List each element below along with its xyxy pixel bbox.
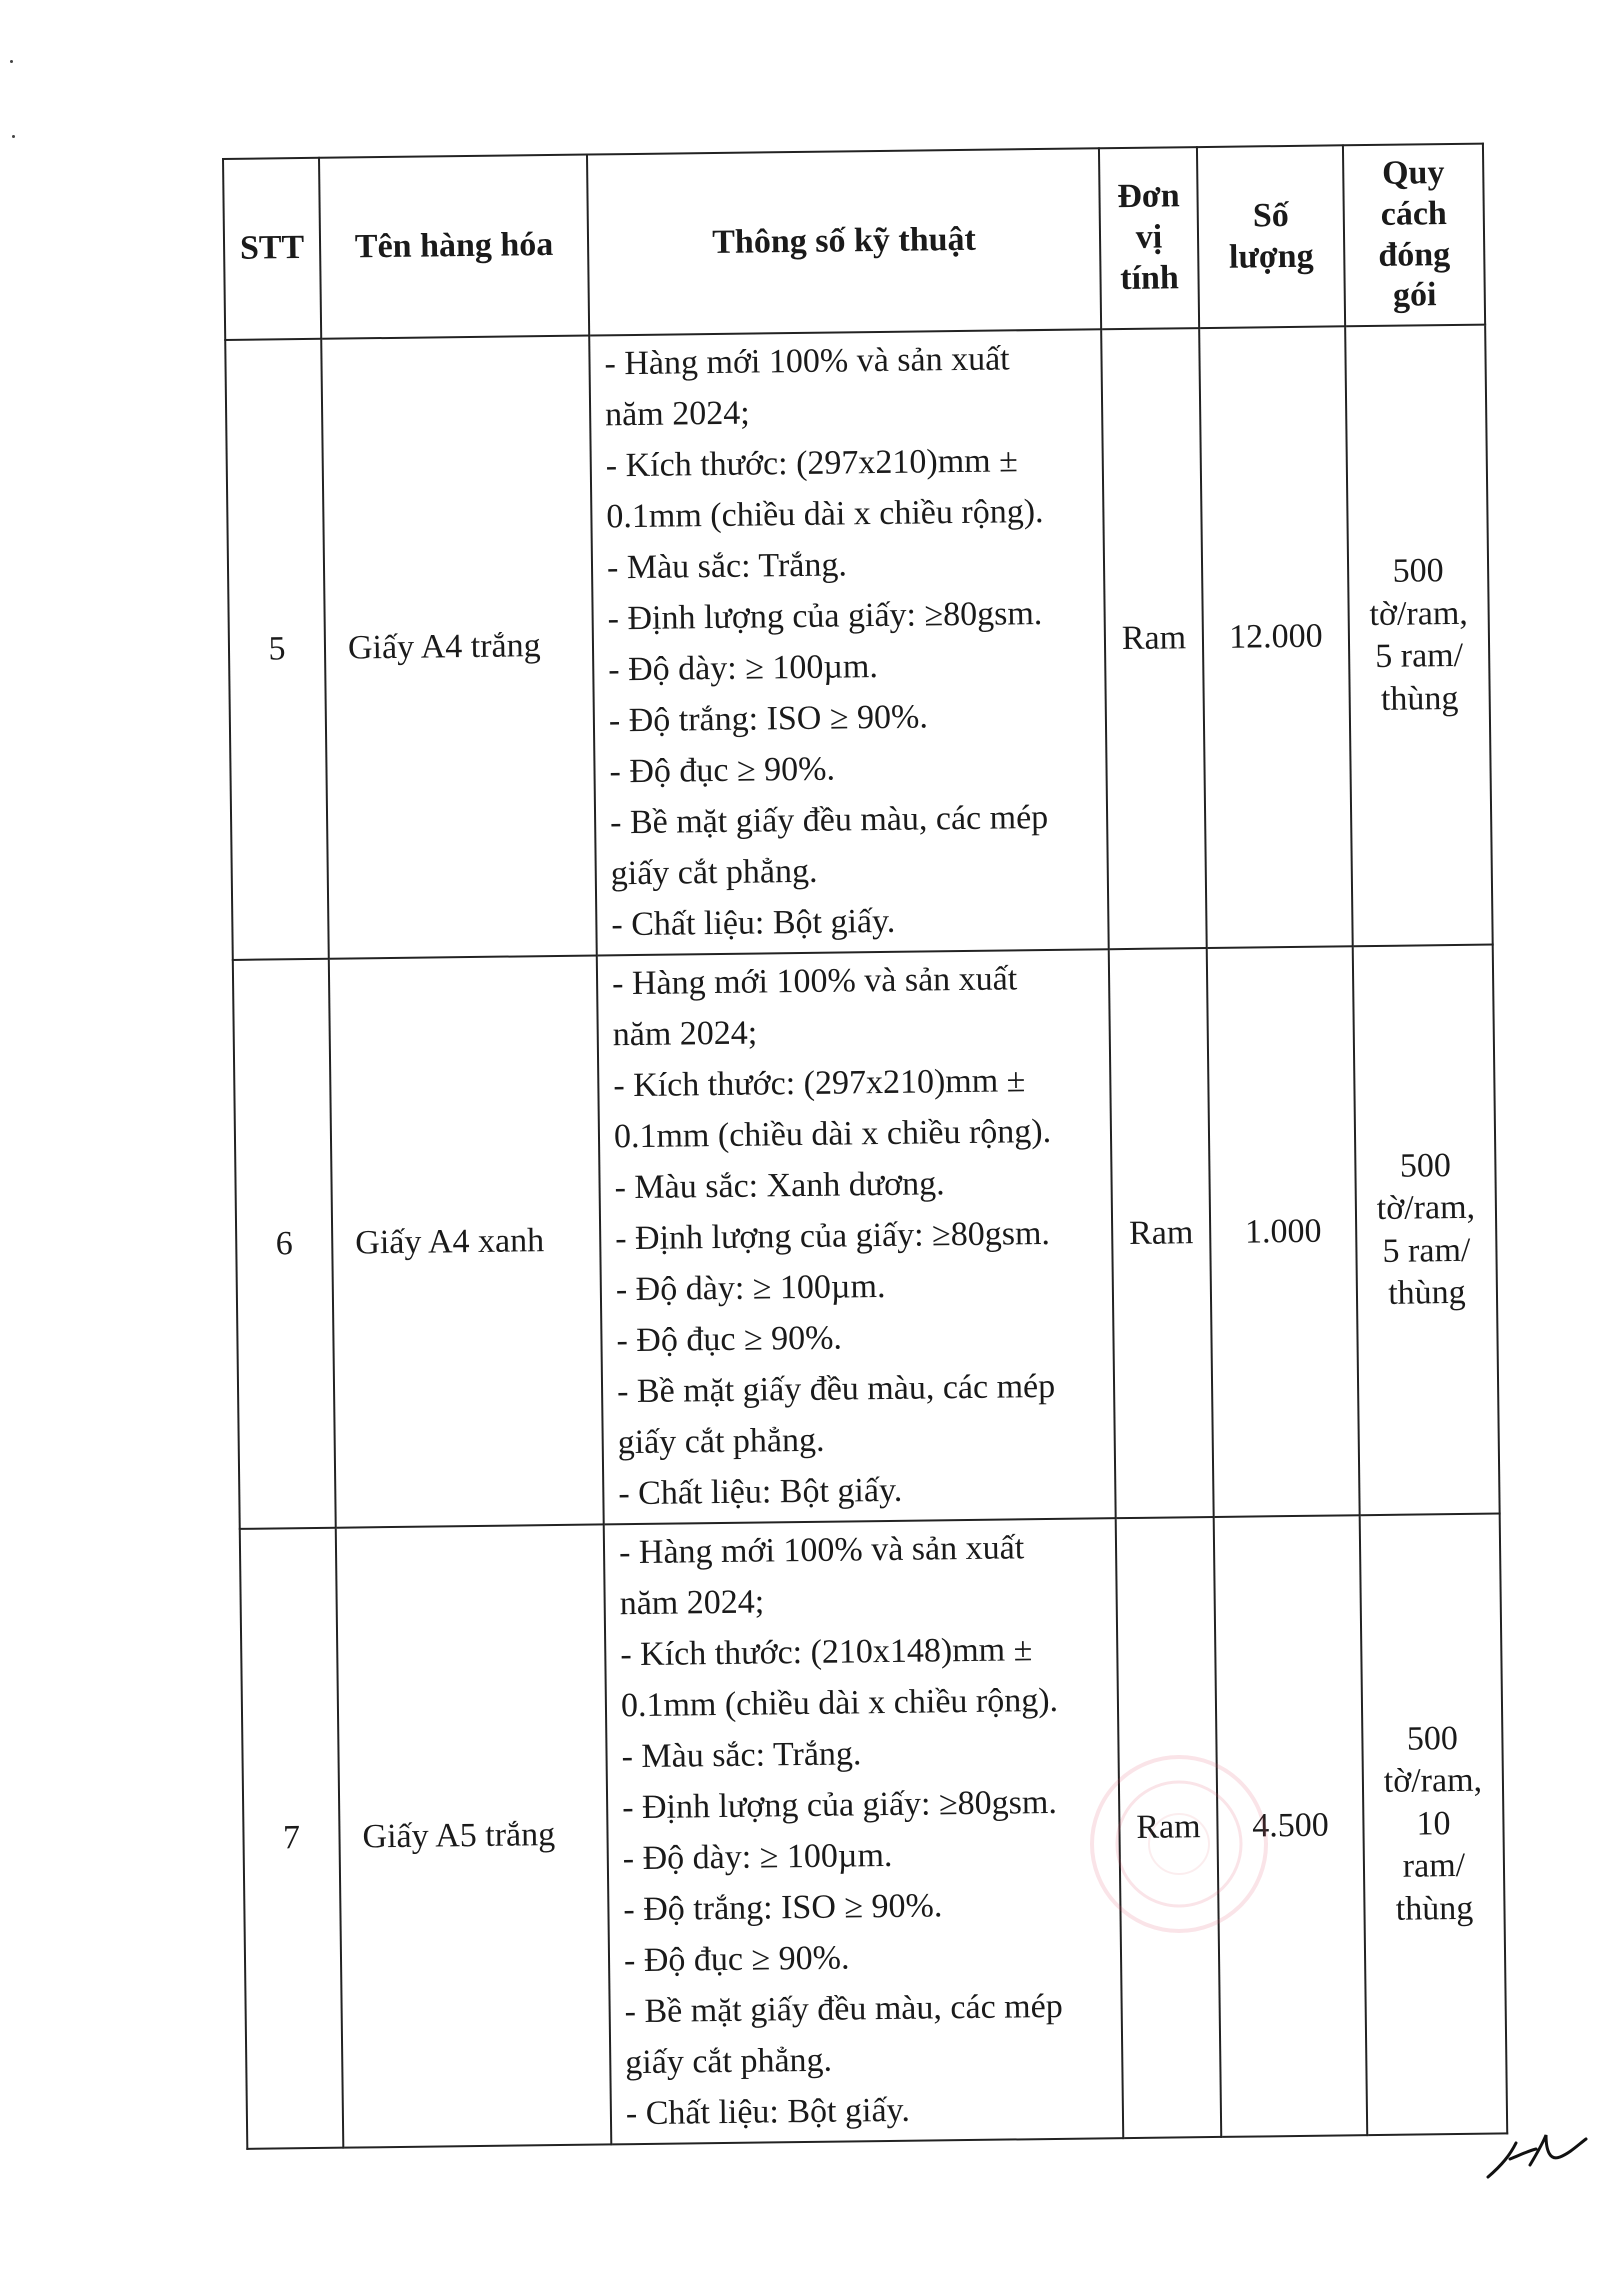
spec-line: giấy cắt phẳng. bbox=[610, 852, 818, 893]
header-qty bbox=[1197, 145, 1345, 328]
row-unit: Ram bbox=[1101, 328, 1207, 949]
scan-speck bbox=[12, 135, 15, 138]
pack-line: ram/ bbox=[1402, 1847, 1466, 1886]
row-spec bbox=[604, 1518, 1124, 2144]
spec-line: - Độ đục ≥ 90%. bbox=[609, 750, 836, 791]
pack-line: 5 ram/ bbox=[1382, 1231, 1471, 1270]
row-stt: 7 bbox=[240, 1528, 344, 2149]
spec-line: - Bề mặt giấy đều màu, các mép bbox=[616, 1368, 1056, 1411]
row-unit: Ram bbox=[1109, 948, 1214, 1518]
header-pack-line: Quy bbox=[1381, 154, 1445, 192]
document-page bbox=[222, 143, 1506, 2150]
spec-line: - Chất liệu: Bột giấy. bbox=[611, 903, 896, 944]
spec-line: - Độ trắng: ISO ≥ 90%. bbox=[623, 1887, 943, 1929]
pack-line: thùng bbox=[1387, 1274, 1466, 1313]
stamp-icon bbox=[1094, 1759, 1264, 1929]
spec-line: - Màu sắc: Trắng. bbox=[621, 1735, 862, 1776]
row-packaging bbox=[1345, 325, 1493, 947]
spec-line: - Độ đục ≥ 90%. bbox=[623, 1939, 850, 1980]
row-product-name: Giấy A5 trắng bbox=[336, 1525, 612, 2148]
spec-line: giấy cắt phẳng. bbox=[617, 1421, 825, 1462]
spec-line: năm 2024; bbox=[604, 394, 750, 434]
spec-line: - Hàng mới 100% và sản xuất bbox=[618, 1529, 1025, 1572]
header-unit bbox=[1099, 147, 1199, 329]
header-pack-line: cách bbox=[1380, 194, 1448, 233]
header-unit-line: vị bbox=[1135, 218, 1163, 257]
spec-line: - Bề mặt giấy đều màu, các mép bbox=[609, 799, 1049, 842]
spec-line: - Độ dày: ≥ 100µm. bbox=[622, 1837, 893, 1878]
pack-line: tờ/ram, bbox=[1376, 1188, 1476, 1228]
spec-line: - Hàng mới 100% và sản xuất bbox=[604, 340, 1010, 383]
table-row bbox=[240, 1514, 1507, 2149]
header-qty-line: lượng bbox=[1228, 237, 1314, 276]
row-spec bbox=[597, 949, 1116, 1524]
spec-line: - Định lượng của giấy: ≥80gsm. bbox=[615, 1215, 1051, 1258]
spec-line: 0.1mm (chiều dài x chiều rộng). bbox=[613, 1113, 1052, 1156]
row-packaging bbox=[1360, 1514, 1508, 2136]
pack-line: thùng bbox=[1380, 679, 1459, 718]
spec-line: - Chất liệu: Bột giấy. bbox=[618, 1471, 903, 1513]
spec-line: năm 2024; bbox=[619, 1583, 765, 1623]
row-product-name: Giấy A4 trắng bbox=[321, 336, 597, 959]
spec-line: - Độ dày: ≥ 100µm. bbox=[608, 648, 879, 689]
pack-line: 10 bbox=[1416, 1805, 1451, 1843]
table-header-row bbox=[223, 144, 1485, 341]
spec-line: - Màu sắc: Xanh dương. bbox=[614, 1165, 945, 1207]
spec-line: - Độ dày: ≥ 100µm. bbox=[615, 1268, 886, 1309]
spec-line: - Chất liệu: Bột giấy. bbox=[625, 2091, 911, 2133]
spec-line: - Kích thước: (297x210)mm ± bbox=[613, 1062, 1026, 1105]
spec-line: - Độ đục ≥ 90%. bbox=[616, 1319, 843, 1360]
header-qty-line: Số bbox=[1252, 196, 1289, 235]
row-spec bbox=[589, 329, 1109, 955]
header-unit-line: Đơn bbox=[1117, 177, 1180, 216]
table-row bbox=[225, 325, 1492, 960]
spec-line: giấy cắt phẳng. bbox=[625, 2041, 833, 2082]
scan-speck bbox=[10, 60, 13, 63]
header-spec: Thông số kỹ thuật bbox=[587, 148, 1101, 335]
pack-line: 500 bbox=[1406, 1719, 1459, 1758]
pack-line: tờ/ram, bbox=[1369, 594, 1468, 633]
pack-line: 500 bbox=[1392, 552, 1444, 590]
signature-icon bbox=[1480, 2125, 1590, 2185]
spec-line: 0.1mm (chiều dài x chiều rộng). bbox=[606, 493, 1044, 536]
table-row bbox=[233, 945, 1500, 1529]
row-stt: 5 bbox=[225, 339, 329, 960]
spec-line: 0.1mm (chiều dài x chiều rộng). bbox=[620, 1682, 1059, 1725]
row-packaging bbox=[1353, 945, 1500, 1516]
header-pack bbox=[1343, 144, 1485, 327]
header-stt: STT bbox=[223, 158, 321, 340]
spec-line: - Kích thước: (210x148)mm ± bbox=[620, 1631, 1033, 1674]
row-quantity: 1.000 bbox=[1207, 946, 1360, 1517]
header-pack-line: đóng bbox=[1378, 235, 1451, 274]
spec-line: - Màu sắc: Trắng. bbox=[606, 546, 848, 587]
row-stt: 6 bbox=[233, 959, 336, 1529]
row-quantity: 4.500 bbox=[1214, 1515, 1368, 2137]
pack-line: 5 ram/ bbox=[1375, 637, 1464, 676]
row-product-name: Giấy A4 xanh bbox=[329, 956, 604, 1528]
spec-line: - Bề mặt giấy đều màu, các mép bbox=[624, 1988, 1063, 2031]
spec-line: - Kích thước: (297x210)mm ± bbox=[605, 442, 1019, 485]
product-spec-table bbox=[222, 143, 1508, 2150]
pack-line: 500 bbox=[1399, 1146, 1452, 1185]
row-unit: Ram bbox=[1116, 1517, 1222, 2138]
pack-line: tờ/ram, bbox=[1383, 1762, 1483, 1801]
red-stamp-seal bbox=[1090, 1755, 1268, 1933]
header-name: Tên hàng hóa bbox=[319, 155, 589, 339]
header-pack-line: gói bbox=[1392, 276, 1437, 315]
spec-line: - Định lượng của giấy: ≥80gsm. bbox=[607, 595, 1043, 638]
pack-line: thùng bbox=[1395, 1889, 1474, 1928]
header-unit-line: tính bbox=[1120, 259, 1180, 298]
spec-line: - Định lượng của giấy: ≥80gsm. bbox=[621, 1784, 1058, 1827]
spec-line: - Hàng mới 100% và sản xuất bbox=[611, 960, 1018, 1003]
row-quantity: 12.000 bbox=[1199, 326, 1353, 948]
spec-line: - Độ trắng: ISO ≥ 90%. bbox=[608, 698, 929, 740]
spec-line: năm 2024; bbox=[612, 1014, 758, 1054]
